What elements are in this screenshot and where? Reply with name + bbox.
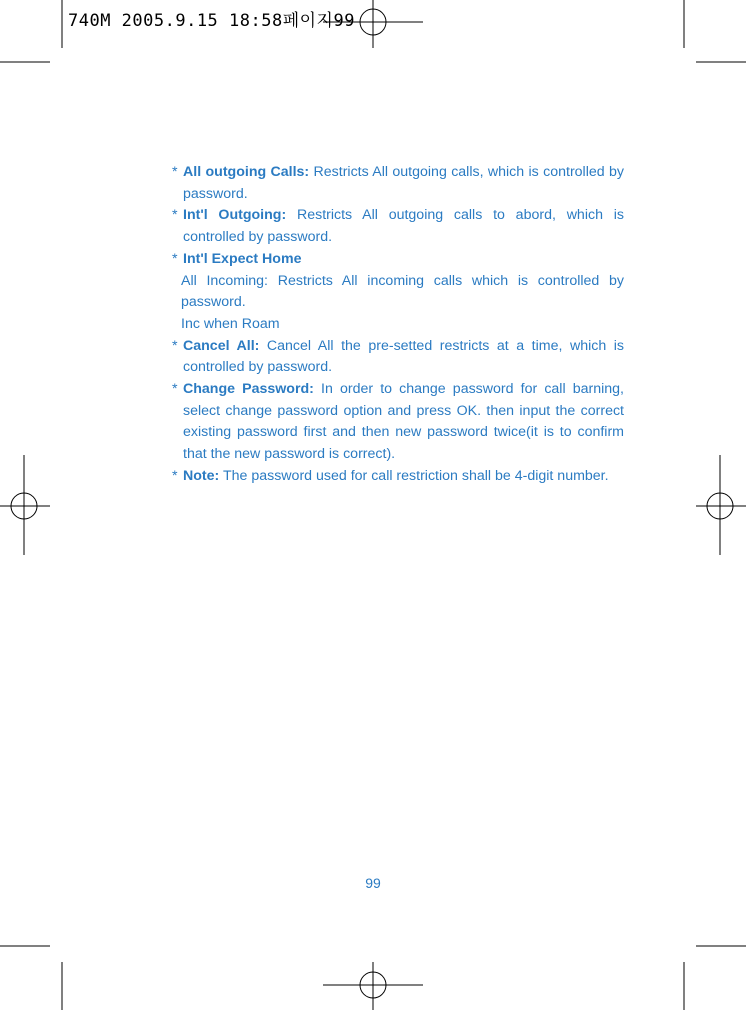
entry-all-outgoing [172,162,624,205]
entry-term: Note: [183,467,220,484]
bullet: * [172,381,178,398]
bullet: * [172,337,178,354]
bullet: * [172,207,178,224]
entry-text: Restricts All outgoing calls to abord, which is controlled by password. [183,207,624,246]
entry-text: Restricts All incoming calls which is controlled by password. [181,272,625,311]
bullet: * [172,467,178,484]
entry-text: Inc when Roam [181,315,280,332]
entry-cancel-all [172,336,624,379]
entry-text: The password used for call restriction shall be 4-digit number. [219,467,609,484]
entry-note [172,466,624,488]
entry-inc-when-roam [172,314,624,336]
bullet: * [172,250,178,267]
entry-intl-outgoing [172,205,624,248]
print-slug: 740M 2005.9.15 18:58페이지99 [68,11,355,31]
call-barring-options [172,162,624,488]
entry-term: All Incoming: [181,272,268,289]
bullet: * [172,164,178,180]
entry-all-incoming [172,271,624,314]
entry-term: Cancel All: [183,337,260,354]
entry-term: Int'l Outgoing: [183,207,287,224]
entry-term: Change Password: [183,381,314,398]
entry-text: Cancel All the pre-setted restricts at a time, which is controlled by password. [183,337,624,376]
entry-text: In order to change password for call barning, select change password option and press OK. then input the correct existing password first and then new password twice(it is to confirm that the new password is correct). [183,381,624,463]
entry-text: Restricts All outgoing calls, which is controlled by password. [183,164,624,202]
entry-term: Int'l Expect Home [183,250,302,267]
entry-intl-expect-home [172,249,624,271]
entry-change-password [172,379,624,466]
page-number: 99 [365,875,381,891]
entry-term: All outgoing Calls: [183,164,310,180]
